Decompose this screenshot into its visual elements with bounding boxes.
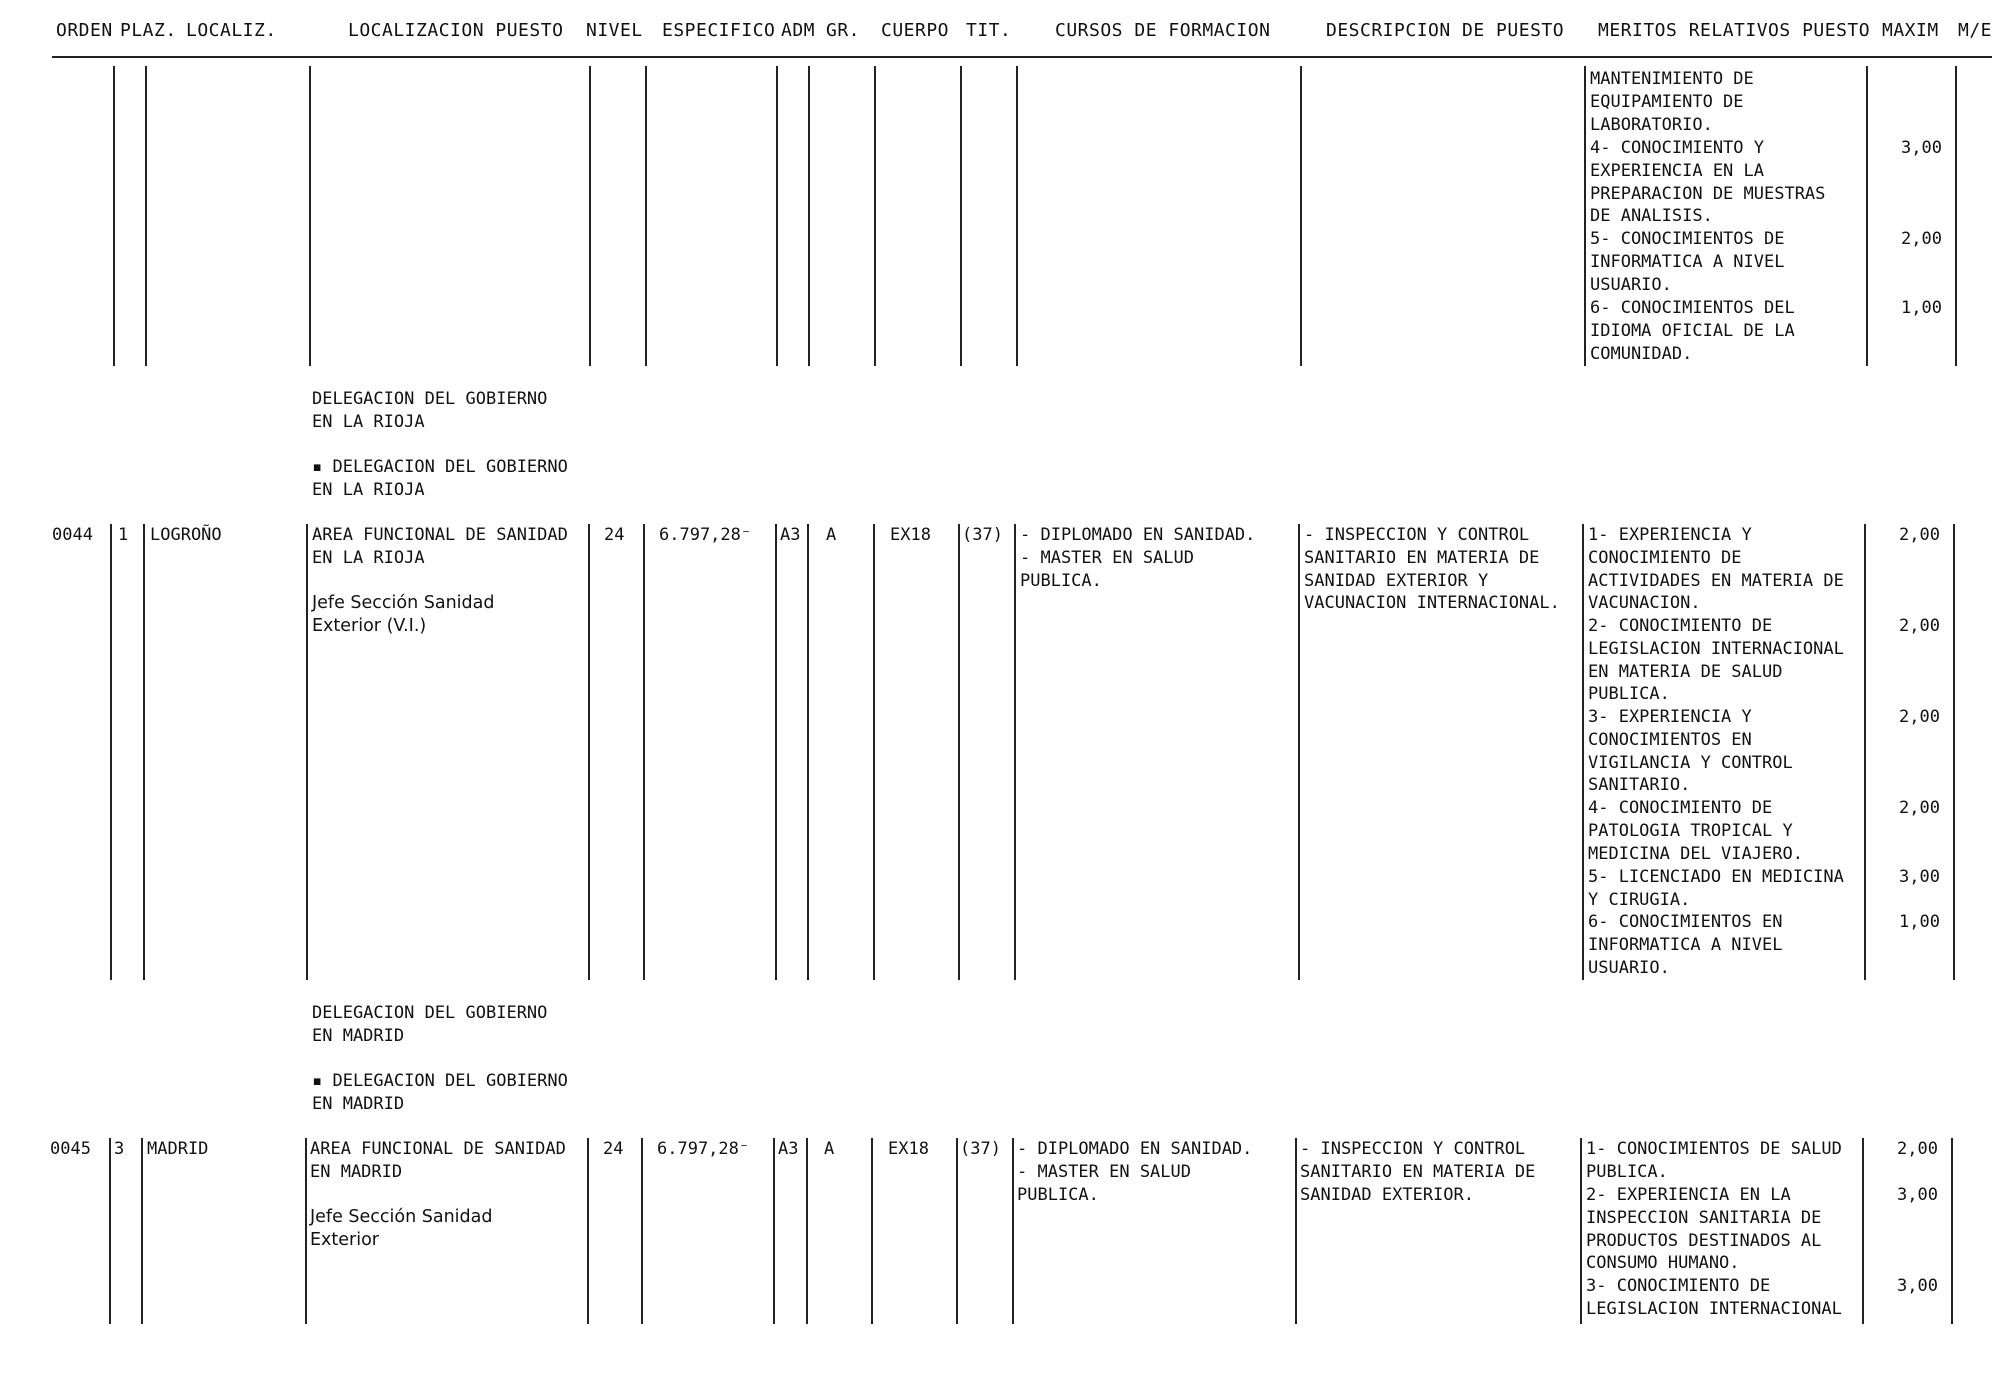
- header-meritos: MERITOS RELATIVOS PUESTO: [1598, 20, 1871, 41]
- cell-orden: 0045: [50, 1139, 91, 1159]
- cell-tit: (37): [960, 1139, 1001, 1159]
- col-divider: [1866, 66, 1868, 366]
- col-divider: [1584, 66, 1586, 366]
- merit-max: 3,00: [1901, 138, 1942, 158]
- header-tit: TIT.: [966, 20, 1012, 41]
- cell-descripcion: - INSPECCION Y CONTROL SANITARIO EN MATERIA DE SANIDAD EXTERIOR.: [1300, 1139, 1536, 1205]
- cell-puesto-name: Jefe Sección Sanidad Exterior: [310, 1207, 493, 1250]
- header-descripcion: DESCRIPCION DE PUESTO: [1326, 20, 1565, 41]
- header-maxim: MAXIM: [1882, 20, 1939, 41]
- col-divider: [1016, 66, 1018, 366]
- header-gr: GR.: [826, 20, 861, 41]
- header-nivel: NIVEL: [586, 20, 643, 41]
- merit-text: 5- LICENCIADO EN MEDICINA Y CIRUGIA.: [1588, 867, 1844, 910]
- col-divider: [145, 66, 147, 366]
- cell-cursos: - DIPLOMADO EN SANIDAD. - MASTER EN SALUD PUBLICA.: [1017, 1139, 1253, 1205]
- merit-text: 1- EXPERIENCIA Y CONOCIMIENTO DE ACTIVIDADES EN MATERIA DE VACUNACION.: [1588, 525, 1844, 614]
- cell-descripcion: - INSPECCION Y CONTROL SANITARIO EN MATERIA DE SANIDAD EXTERIOR Y VACUNACION INTERNACIONAL.: [1304, 525, 1560, 614]
- header-adm: ADM: [781, 20, 816, 41]
- col-divider: [874, 66, 876, 366]
- merit-text: 6- CONOCIMIENTOS DEL IDIOMA OFICIAL DE LA COMUNIDAD.: [1590, 298, 1795, 364]
- merit-text: 2- CONOCIMIENTO DE LEGISLACION INTERNACIONAL EN MATERIA DE SALUD PUBLICA.: [1588, 616, 1844, 705]
- merit-max: 2,00: [1897, 1139, 1938, 1159]
- col-divider: [1951, 1138, 1953, 1324]
- merit-text: 2- EXPERIENCIA EN LA INSPECCION SANITARIA DE PRODUCTOS DESTINADOS AL CONSUMO HUMANO.: [1586, 1185, 1822, 1274]
- col-divider: [589, 66, 591, 366]
- col-divider: [807, 524, 809, 980]
- col-divider: [1298, 524, 1300, 980]
- merit-max: 2,00: [1899, 616, 1940, 636]
- cell-plaz: 3: [114, 1139, 125, 1159]
- col-divider: [775, 524, 777, 980]
- col-divider: [643, 524, 645, 980]
- section-subheading-rioja: ▪ DELEGACION DEL GOBIERNO EN LA RIOJA: [312, 457, 568, 500]
- col-divider: [1953, 524, 1955, 980]
- col-divider: [1955, 66, 1957, 366]
- merit-max: 3,00: [1897, 1276, 1938, 1296]
- col-divider: [776, 66, 778, 366]
- col-divider: [1582, 524, 1584, 980]
- col-divider: [956, 1138, 958, 1324]
- col-divider: [1012, 1138, 1014, 1324]
- header-especifico: ESPECIFICO: [662, 20, 776, 41]
- col-divider: [1014, 524, 1016, 980]
- merit-max: 2,00: [1899, 707, 1940, 727]
- merit-text: 1- CONOCIMIENTOS DE SALUD PUBLICA.: [1586, 1139, 1842, 1182]
- col-divider: [873, 524, 875, 980]
- header-rule: [52, 56, 1992, 58]
- col-divider: [1295, 1138, 1297, 1324]
- cell-gr: A: [826, 525, 837, 545]
- col-divider: [306, 524, 308, 980]
- cell-puesto: AREA FUNCIONAL DE SANIDAD EN LA RIOJA: [312, 525, 568, 568]
- cell-adm: A3: [778, 1139, 799, 1159]
- merit-max: 3,00: [1899, 867, 1940, 887]
- cell-especifico: 6.797,28⁻: [657, 1139, 750, 1159]
- cell-puesto: AREA FUNCIONAL DE SANIDAD EN MADRID: [310, 1139, 566, 1182]
- header-cuerpo: CUERPO: [881, 20, 950, 41]
- merit-max: 3,00: [1897, 1185, 1938, 1205]
- col-divider: [808, 66, 810, 366]
- merit-text: 4- CONOCIMIENTO DE PATOLOGIA TROPICAL Y MEDICINA DEL VIAJERO.: [1588, 798, 1803, 864]
- col-divider: [1300, 66, 1302, 366]
- col-divider: [958, 524, 960, 980]
- section-heading-madrid: DELEGACION DEL GOBIERNO EN MADRID: [312, 1003, 548, 1046]
- cell-especifico: 6.797,28⁻: [659, 525, 752, 545]
- col-divider: [305, 1138, 307, 1324]
- cell-tit: (37): [962, 525, 1003, 545]
- col-divider: [141, 1138, 143, 1324]
- col-divider: [587, 1138, 589, 1324]
- merit-max: 2,00: [1901, 229, 1942, 249]
- header-plaz: PLAZ.: [120, 20, 177, 41]
- cell-localiz: LOGROÑO: [150, 525, 222, 545]
- merit-text: 3- EXPERIENCIA Y CONOCIMIENTOS EN VIGILANCIA Y CONTROL SANITARIO.: [1588, 707, 1793, 796]
- cell-cuerpo: EX18: [890, 525, 931, 545]
- header-me: M/E: [1958, 20, 1993, 41]
- col-divider: [1864, 524, 1866, 980]
- merit-text: 5- CONOCIMIENTOS DE INFORMATICA A NIVEL USUARIO.: [1590, 229, 1785, 295]
- col-divider: [1580, 1138, 1582, 1324]
- cell-adm: A3: [780, 525, 801, 545]
- cell-puesto-name: Jefe Sección Sanidad Exterior (V.I.): [312, 593, 495, 636]
- cell-cursos: - DIPLOMADO EN SANIDAD. - MASTER EN SALUD PUBLICA.: [1020, 525, 1256, 591]
- col-divider: [773, 1138, 775, 1324]
- merit-text: 6- CONOCIMIENTOS EN INFORMATICA A NIVEL USUARIO.: [1588, 912, 1783, 978]
- col-divider: [871, 1138, 873, 1324]
- merit-max: 1,00: [1899, 912, 1940, 932]
- col-divider: [1862, 1138, 1864, 1324]
- col-divider: [641, 1138, 643, 1324]
- merit-max: 1,00: [1901, 298, 1942, 318]
- merit-text: 3- CONOCIMIENTO DE LEGISLACION INTERNACIONAL: [1586, 1276, 1842, 1319]
- col-divider: [143, 524, 145, 980]
- cell-nivel: 24: [603, 1139, 624, 1159]
- col-divider: [645, 66, 647, 366]
- cell-cuerpo: EX18: [888, 1139, 929, 1159]
- col-divider: [109, 1138, 111, 1324]
- merit-max: 2,00: [1899, 798, 1940, 818]
- header-localiz: LOCALIZ.: [186, 20, 277, 41]
- merit-text: 4- CONOCIMIENTO Y EXPERIENCIA EN LA PREPARACION DE MUESTRAS DE ANALISIS.: [1590, 138, 1826, 227]
- cell-orden: 0044: [52, 525, 93, 545]
- col-divider: [110, 524, 112, 980]
- header-localizacion-puesto: LOCALIZACION PUESTO: [348, 20, 564, 41]
- cell-localiz: MADRID: [147, 1139, 209, 1159]
- cell-gr: A: [824, 1139, 835, 1159]
- cell-plaz: 1: [118, 525, 129, 545]
- col-divider: [309, 66, 311, 366]
- merit-max: 2,00: [1899, 525, 1940, 545]
- header-cursos: CURSOS DE FORMACION: [1055, 20, 1271, 41]
- col-divider: [960, 66, 962, 366]
- section-subheading-madrid: ▪ DELEGACION DEL GOBIERNO EN MADRID: [312, 1071, 568, 1114]
- col-divider: [806, 1138, 808, 1324]
- merit-text: MANTENIMIENTO DE EQUIPAMIENTO DE LABORATORIO.: [1590, 69, 1754, 135]
- col-divider: [113, 66, 115, 366]
- header-orden: ORDEN: [56, 20, 113, 41]
- section-heading-rioja: DELEGACION DEL GOBIERNO EN LA RIOJA: [312, 389, 548, 432]
- col-divider: [588, 524, 590, 980]
- cell-nivel: 24: [604, 525, 625, 545]
